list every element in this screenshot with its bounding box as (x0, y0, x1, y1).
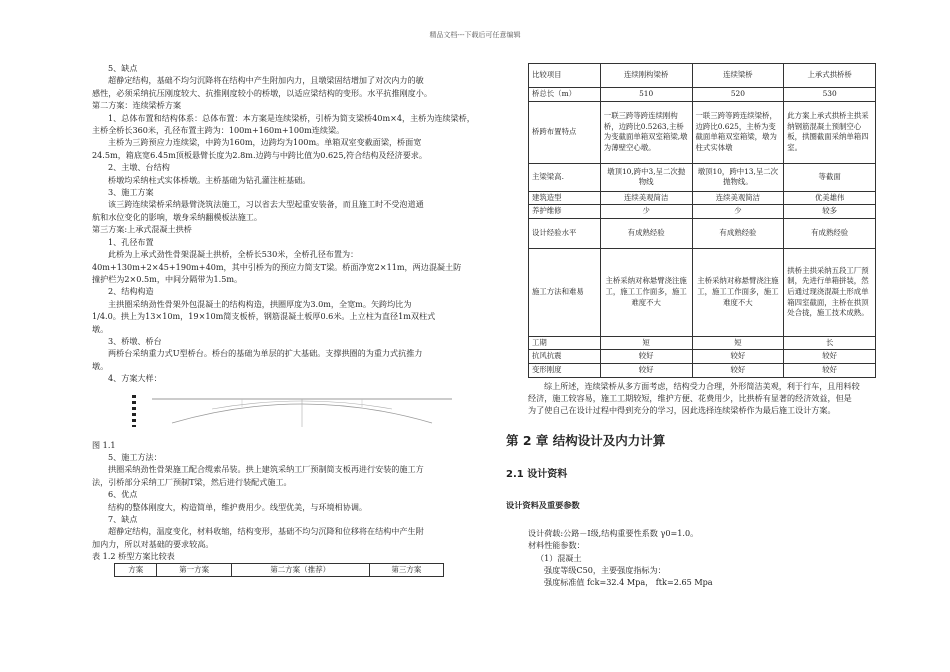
section-heading: 5、施工方法： (108, 451, 162, 462)
bridge-comparison-table (528, 63, 876, 378)
table-row (529, 350, 876, 364)
table-cell: 有成熟经验 (692, 218, 784, 248)
section-heading: 1、孔径布置 (108, 236, 154, 247)
table-cell: 一联三跨等跨连续刚构桥，边跨比0.5263,主桥为变截面单箱双室箱梁,墩为薄壁空心墩。 (600, 101, 692, 163)
table-cell: 墩顶10,跨中3,呈二次抛物线 (600, 163, 692, 191)
table-cell: 一联三跨等跨连续梁桥，边跨比0.625，主桥为变截面单箱双室箱梁，墩为柱式实体墩 (692, 101, 784, 163)
bridge-elevation-figure (92, 389, 484, 437)
table-cell: 520 (692, 88, 784, 102)
paragraph-line: 为了使自己在设计过程中得到充分的学习，因此选择连续梁桥作为最后施工设计方案。 (528, 405, 836, 416)
paragraph-line: 此桥为上承式劲性骨架混凝土拱桥，全桥长530米，全桥孔径布置为： (108, 249, 359, 260)
paragraph-line: 1、总体布置和结构体系：总体布置：本方案是连续梁桥，引桥为简支梁桥40m×4，主桥为连续梁桥， (108, 112, 475, 123)
paragraph-line: 24.5m，箱底宽6.45m顶板悬臂长度为2.8m.边跨与中跨比值为0.625,符合结构及经济要求。 (92, 149, 427, 160)
table-row (529, 218, 876, 248)
table-cell: 主桥采纳对称悬臂浇注施工，施工工作面多，施工难度不大 (600, 248, 692, 336)
section-title: 2.1 设计资料 (506, 468, 568, 480)
table-cell: 桥跨布置特点 (529, 101, 601, 163)
summary-paragraph (528, 380, 876, 417)
paragraph-line: （1）混凝土 (536, 552, 582, 563)
paragraph-line: 主拱圈采纳劲性骨架外包混凝土的结构构造，拱圈厚度为3.0m，全宽m。矢跨均比为 (108, 298, 412, 309)
paragraph-line: 撞护栏为2×0.5m，中间分隔带为1.5m。 (92, 273, 243, 284)
table-row (529, 248, 876, 336)
arch-bridge-drawing (152, 393, 462, 429)
figure-caption: 图 1.1 (92, 439, 116, 450)
table-header-cell: 比较项目 (529, 64, 601, 88)
table-cell: 施工方法和难易 (529, 248, 601, 336)
paragraph-line: 综上所述，连续梁桥从多方面考虑，结构受力合理，外形简洁美观，利于行车，且用料较 (544, 380, 860, 391)
section-heading: 7、缺点 (108, 514, 138, 524)
table-cell: 较好 (600, 350, 692, 364)
paragraph-line: 材料性能参数： (528, 540, 585, 551)
table-cell: 建筑造型 (529, 191, 601, 205)
table-cell: 墩顶10，跨中13,呈二次抛物线。 (692, 163, 784, 191)
table-cell: 少 (600, 205, 692, 219)
paragraph-line: 墩。 (92, 360, 109, 371)
section-heading: 2、主墩、台结构 (108, 162, 170, 173)
table-cell: 较多 (784, 205, 876, 219)
paragraph-line: 超静定结构，基础不均匀沉降将在结构中产生附加内力，且墩梁固结增加了对次内力的敏 (108, 75, 424, 86)
paragraph-line: 桥墩均采纳柱式实体桥墩。主桥基础为钻孔灌注桩基础。 (108, 174, 311, 185)
table-cell: 较好 (784, 350, 876, 364)
table-cell: 优美雄伟 (784, 191, 876, 205)
table-header-cell: 第三方案 (369, 563, 443, 576)
section-heading: 3、桥墩、桥台 (108, 335, 162, 346)
table-cell: 有成熟经验 (784, 218, 876, 248)
table-cell: 主桥采纳对称悬臂浇注施工，施工工作面多，施工难度不大 (692, 248, 784, 336)
scheme-table-header (114, 563, 444, 577)
subsection-title: 设计资料及重要参数 (506, 499, 580, 510)
table-cell: 拱桥主拱采纳五段工厂预制，先进行单箱拼装，然后通过现浇混凝土形成单箱四室截面，主桥在拱顶处合拢，施工技术成熟。 (784, 248, 876, 336)
paragraph-line: 墩。 (92, 323, 109, 334)
chapter-title: 第 2 章 结构设计及内力计算 (506, 432, 666, 448)
table-cell: 主梁梁高. (529, 163, 601, 191)
table-cell: 连续美观简洁 (600, 191, 692, 205)
paragraph-line: 法，引桥部分采纳工厂预制T梁，然后进行装配式施工。 (92, 476, 292, 487)
table-cell: 少 (692, 205, 784, 219)
table-header-cell: 第一方案 (157, 563, 231, 576)
plan3-title: 第三方案:上承式混凝土拱桥 (92, 224, 192, 235)
table-cell: 短 (600, 336, 692, 350)
table-row (529, 163, 876, 191)
paragraph-line: 经济，施工较容易，施工工期较短，维护方便、花费用少，比拱桥有显著的经济效益，但是 (528, 392, 852, 403)
paragraph-line: 拱圈采纳劲性骨架施工配合缆索吊装。拱上建筑采纳工厂预制简支板再进行安装的施工方 (108, 464, 424, 475)
table-cell: 桥总长（m） (529, 88, 601, 102)
table-cell: 较好 (600, 363, 692, 377)
table-cell: 抗风抗震 (529, 350, 601, 364)
section-heading: 2、结构构造 (108, 286, 154, 297)
table-cell: 连续美观简洁 (692, 191, 784, 205)
paragraph-line: 强度标准值 fck=32.4 Mpa， ftk=2.65 Mpa (544, 577, 713, 588)
design-spec-block (528, 527, 876, 589)
table-row (529, 101, 876, 163)
paragraph-line: 航和水位变化的影响，墩身采纳翻模板法施工。 (92, 211, 262, 222)
section-heading: 4、方案大样： (108, 373, 162, 384)
paragraph-line: 40m+130m+2×45+190m+40m，其中引桥为的预应力简支T梁。桥面净宽2×11m，两边混凝土防 (92, 261, 462, 272)
page-header: 精品文档---下载后可任意编辑 (429, 31, 521, 39)
paragraph-line: 该三跨连续梁桥采纳悬臂浇筑法施工，习以省去大型起重安装备，而且施工时不受泡道通 (108, 199, 424, 210)
paragraph-line: 主桥全桥长360米，孔径布置主跨为：100m+160m+100m连续梁。 (92, 125, 345, 136)
table-cell: 较好 (692, 350, 784, 364)
paragraph-line: 设计荷载:公路－Ⅰ级,结构重要性系数 γ0=1.0。 (528, 527, 699, 538)
table-cell: 设计经验水平 (529, 218, 601, 248)
section-heading: 3、施工方案 (108, 187, 154, 198)
table-row (529, 336, 876, 350)
table-header-cell: 方案 (115, 563, 157, 576)
table-cell: 510 (600, 88, 692, 102)
table-cell: 工期 (529, 336, 601, 350)
paragraph-line: 主桥为三跨预应力连续梁，中跨为160m，边跨均为100m。单箱双室变截面梁，桥面宽 (108, 137, 422, 148)
paragraph-line: 超静定结构，温度变化，材料收缩，结构变形，基础不均匀沉降和位移将在结构中产生附 (108, 526, 424, 537)
left-column (92, 62, 484, 577)
table-row (529, 191, 876, 205)
table-header-cell: 连续梁桥 (692, 64, 784, 88)
paragraph-line: 加内力，所以对基础的要求较高。 (92, 538, 214, 549)
paragraph-line: 结构的整体刚度大，构造简单，维护费用少。线型优美，与环境相协调。 (108, 501, 368, 512)
table-header-cell: 上承式拱桥桥 (784, 64, 876, 88)
paragraph-line: 两桥台采纳重力式U型桥台。桥台的基础为单层的扩大基础。支撑拱圈的为重力式抗推力 (108, 348, 423, 359)
table-cell: 较好 (692, 363, 784, 377)
paragraph-line: 1/4.0。拱上为13×10m，19×10m简支板桥，钢筋混凝土板厚0.6米。上立柱为直径1m双柱式 (92, 311, 436, 322)
table-cell: 养护维修 (529, 205, 601, 219)
plan2-title: 第二方案：连续梁桥方案 (92, 100, 182, 111)
paragraph-line: 强度等级C50，主要强度指标为： (544, 565, 666, 575)
figure-scale-bar (132, 395, 136, 427)
section-heading: 5、缺点 (108, 63, 138, 73)
table-cell: 短 (692, 336, 784, 350)
paragraph-line: 感性，必须采纳抗压刚度较大、抗推刚度较小的桥墩，以适应梁结构的变形。水平抗推刚度小。 (92, 87, 432, 98)
table-cell: 530 (784, 88, 876, 102)
right-column (506, 63, 876, 589)
table-row (529, 88, 876, 102)
table-cell: 长 (784, 336, 876, 350)
table-header-cell: 第二方案（推荐） (231, 563, 369, 576)
table-header-cell: 连续刚构梁桥 (600, 64, 692, 88)
table-cell: 此方案上承式拱桥主拱采纳钢筋混凝土预制空心板，拱圈截面采纳单箱四室。 (784, 101, 876, 163)
section-heading: 6、优点 (108, 489, 138, 500)
table-row (529, 205, 876, 219)
table-cell: 等截面 (784, 163, 876, 191)
table-cell: 较好 (784, 363, 876, 377)
table-cell: 有成熟经验 (600, 218, 692, 248)
table-caption: 表 1.2 桥型方案比较表 (92, 551, 175, 562)
table-cell: 变形刚度 (529, 363, 601, 377)
table-row (529, 363, 876, 377)
